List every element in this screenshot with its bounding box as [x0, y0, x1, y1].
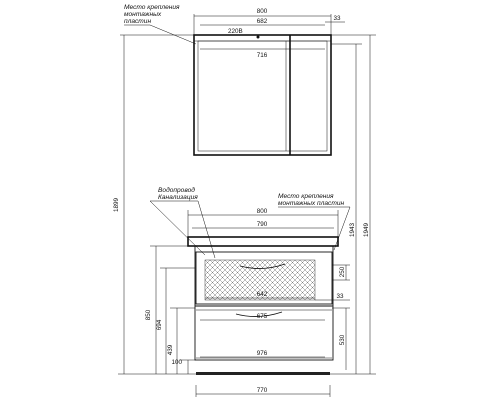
drawer-width: 642	[256, 291, 268, 298]
mirror-offset-right: 33	[333, 15, 341, 22]
svg-text:Место крепления: Место крепления	[278, 193, 334, 200]
plinth	[196, 372, 330, 375]
socket-point	[257, 36, 260, 39]
mirror-hole-spacing: 716	[256, 52, 268, 59]
left-height-dimensions	[113, 35, 196, 374]
height-100: 100	[171, 359, 182, 366]
cabinet-mount-note	[278, 193, 350, 250]
socket-label: 220В	[228, 28, 243, 35]
svg-text:монтажных пластин: монтажных пластин	[278, 200, 345, 207]
svg-text:Канализация: Канализация	[158, 194, 198, 201]
plinth-height: 530	[339, 334, 346, 346]
mirror-width-inner: 682	[256, 18, 268, 25]
floor-width: 770	[256, 387, 268, 394]
svg-text:Водопровод: Водопровод	[158, 187, 195, 194]
base-width: 976	[256, 350, 268, 357]
countertop	[188, 237, 338, 246]
mirror-mount-note	[124, 4, 196, 44]
height-1943: 1943	[349, 222, 356, 238]
height-694: 694	[156, 319, 163, 331]
height-439: 439	[167, 344, 174, 356]
mirror-dimensions	[194, 8, 345, 59]
height-850: 850	[145, 309, 152, 321]
svg-text:Место крепления: Место крепления	[124, 4, 180, 11]
svg-text:пластин: пластин	[124, 18, 152, 25]
svg-text:монтажных: монтажных	[124, 11, 162, 18]
shelf-height: 250	[339, 266, 346, 278]
inner-width: 790	[256, 221, 268, 228]
height-1949: 1949	[363, 222, 370, 238]
plumbing-note	[150, 186, 215, 258]
drawer-lower-width: 675	[256, 313, 268, 320]
drawer-offset: 33	[336, 293, 344, 300]
top-width: 800	[256, 208, 268, 215]
mirror-width-total: 800	[256, 8, 268, 15]
height-1899: 1899	[113, 197, 120, 213]
